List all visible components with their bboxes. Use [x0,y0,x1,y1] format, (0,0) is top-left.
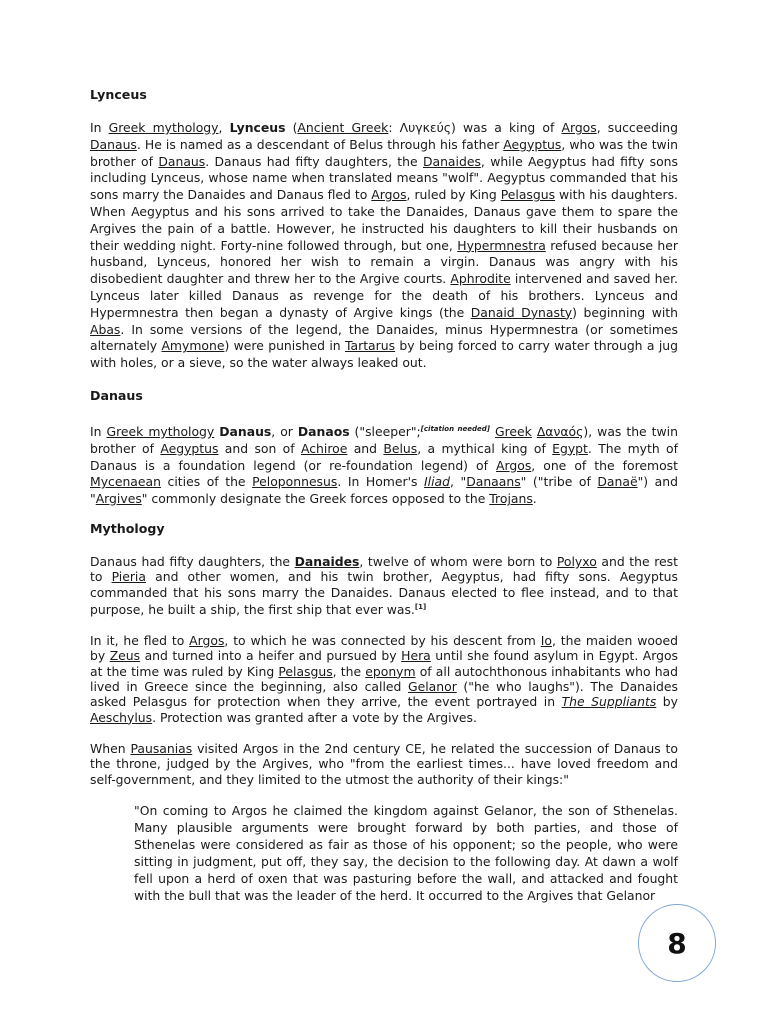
text-run: and son of [218,440,301,456]
section-heading-danaus: Danaus [90,387,143,403]
text-run: ) beginning with [572,304,678,320]
wiki-link[interactable]: Argos [496,457,532,473]
text-run: : Λυγκεύς) was a king of [388,120,562,135]
wiki-link[interactable]: Abas [90,321,121,337]
text-run: , or [271,423,298,439]
wiki-link[interactable]: Achiroe [300,440,348,456]
text-run: . Protection was granted after a vote by the Argives. [152,709,477,725]
text-run: , " [449,474,467,490]
wiki-link[interactable]: Danaides [422,153,481,169]
text-run: " commonly designate the Greek forces opposed to the [141,491,490,507]
text-run: , while Aegyptus had fifty sons including Lynceus, whose name when translated means "wolf". Aegyptus commanded that his sons marry the Danaides and Danaus fled to [90,153,678,203]
text-run: and other women, and his twin brother, Aegyptus, had fifty sons. Aegyptus commanded that his sons marry the Danaides. Danaus elected to flee instead, and to that purpose, he built a ship, the first ship that ever was. [90,569,678,617]
text-run: In [90,120,109,135]
text-run: . [532,491,537,507]
wiki-link[interactable]: Danaus [158,153,206,169]
text-run: When [90,740,131,756]
text-run: . He is named as a descendant of Belus through his father [136,136,504,152]
text-run: , a mythical king of [417,440,553,456]
wiki-link[interactable]: Aegyptus [503,136,562,152]
section-heading-mythology: Mythology [90,520,165,536]
wiki-link[interactable]: Amymone [161,338,225,354]
text-run: visited Argos in the 2nd century CE, he related the succession of Danaus to the throne, judged by the Argives, who "from the earliest times... have loved freedom and self-government, and they limited to the utmost the authority of their kings:" [90,740,678,787]
text-run: and the rest to [90,553,678,585]
wiki-link[interactable]: Greek [494,423,532,439]
wiki-link[interactable]: Pelasgus [500,187,556,203]
wiki-link[interactable]: The Suppliants [561,694,657,710]
wiki-link[interactable]: Mycenaean [90,474,161,490]
citation-marker[interactable]: [1] [414,602,427,611]
text-run: of all autochthonous inhabitants who had lived in Greece since the beginning, also called [90,663,678,695]
text-run: ") and " [90,474,678,507]
text-run: refused because her husband, Lynceus, honored her wish to remain a virgin. Danaus was angry with his disobedient daughter and threw her to the Argive courts. [90,237,678,287]
text-run: ), was the twin brother of [90,423,678,456]
wiki-link[interactable]: Hypermnestra [457,237,546,253]
text-run: intervened and saved her. Lynceus later killed Danaus as revenge for the death of his brothers. Lynceus and Hypermnestra then began a dynasty of Argive kings (the [90,271,678,320]
text-run: . The myth of Danaus is a foundation legend (or re-foundation legend) of [90,440,678,473]
text-run: with his daughters. When Aegyptus and his sons arrived to take the Danaides, Danaus gave them to spare the Argives the pain of a battle. However, he instructed his daughters to kill their husbands on their wedding night. Forty-nine followed through, but one, [90,187,678,253]
wiki-link[interactable]: Egypt [552,440,588,456]
text-run: , twelve of whom were born to [359,553,557,569]
text-run: , [218,120,230,135]
text-run: , one of the foremost [531,457,678,473]
document-page [90,86,678,904]
wiki-link[interactable]: Aphrodite [450,271,511,287]
text-run: until she found asylum in Egypt. Argos at the time was ruled by King [90,648,679,679]
wiki-link[interactable]: Argos [189,633,225,649]
text-run: , succeeding [596,120,678,135]
text-run: ( [285,120,298,135]
text-run: , the maiden wooed by [90,633,678,664]
page-number-badge [638,904,716,982]
wiki-link[interactable]: Io [540,633,552,649]
paragraph-danaus [90,421,678,508]
wiki-link[interactable]: Aegyptus [160,440,219,456]
text-run: In [90,423,107,439]
text-run: by [656,694,679,710]
paragraph-mythology-1 [90,554,678,617]
text-run: by being forced to carry water through a jug with holes, or a sieve, so the water always leaked out. [90,338,678,371]
wiki-link[interactable]: Greek mythology [106,423,215,439]
wiki-link[interactable]: Peloponnesus [252,474,338,490]
wiki-link[interactable]: Aeschylus [90,709,153,725]
text-run: ("he who laughs"). The Danaides asked Pelasgus for protection when they arrive, the event portrayed in [90,679,678,710]
wiki-link[interactable]: Pelasgus [278,663,333,679]
wiki-link[interactable]: Trojans [489,491,533,507]
text-run: In it, he fled to [90,633,190,649]
wiki-link[interactable]: Danaus [90,136,137,152]
wiki-link[interactable]: eponym [365,663,416,679]
paragraph-mythology-3 [90,741,678,787]
text-run: . Danaus had fifty daughters, the [205,153,423,169]
text-run: , who was the twin brother of [90,136,678,169]
wiki-link[interactable]: Belus [383,440,418,456]
section-heading-lynceus: Lynceus [90,87,147,102]
text-run: " ("tribe of [520,474,598,490]
citation-marker[interactable]: [citation needed] [420,424,490,433]
text-run: , ruled by King [406,187,501,203]
text-run: cities of the [160,474,253,490]
wiki-link[interactable]: Iliad [423,474,450,490]
block-quote [134,802,678,904]
text-run: Danaus had fifty daughters, the [90,553,295,569]
text-run: Lynceus [229,120,286,135]
wiki-link[interactable]: Danaë [597,474,638,490]
wiki-link[interactable]: Argos [561,120,597,135]
wiki-link[interactable]: Danaides [294,553,360,569]
wiki-link[interactable]: Polyxo [556,553,597,569]
wiki-link[interactable]: Zeus [109,648,141,664]
text-run: "On coming to Argos he claimed the kingdom against Gelanor, the son of Sthenelas. Many plausible arguments were brought forward by both parties, and those of Sthenelas were considered as fair as those of his opponent; so the people, who were sitting in judgment, put off, they say, the decision to the following day. At dawn a wolf fell upon a herd of oxen that was pasturing before the wall, and attacked and fought with the bull that was the leader of the herd. It occurred to the Argives that Gelanor [134,802,678,903]
page-number: 8 [667,926,687,960]
wiki-link[interactable]: Δαναός [536,423,584,439]
text-run: ) were punished in [224,338,345,354]
wiki-link[interactable]: Greek mythology [108,120,219,135]
text-run: Danaos [297,423,350,439]
wiki-link[interactable]: Hera [401,648,431,664]
text-run: , the [332,663,366,679]
wiki-link[interactable]: Argives [95,491,142,507]
wiki-link[interactable]: Tartarus [345,338,396,354]
text-run: . In some versions of the legend, the Danaides, minus Hypermnestra (or sometimes alternately [90,321,678,354]
text-run: ("sleeper"; [349,423,421,439]
text-run: Danaus [219,423,272,439]
text-run: and [347,440,384,456]
text-run: . In Homer's [337,474,424,490]
wiki-link[interactable]: Ancient Greek [297,120,389,135]
wiki-link[interactable]: Gelanor [408,679,457,695]
wiki-link[interactable]: Pieria [111,569,146,585]
paragraph-mythology-2 [90,633,678,725]
text-run: and turned into a heifer and pursued by [140,648,402,664]
text-run: , to which he was connected by his descent from [224,633,541,649]
wiki-link[interactable]: Danaans [466,474,521,490]
wiki-link[interactable]: Argos [371,187,407,203]
paragraph-lynceus [90,120,678,372]
wiki-link[interactable]: Danaid Dynasty [470,304,573,320]
wiki-link[interactable]: Pausanias [130,740,193,756]
